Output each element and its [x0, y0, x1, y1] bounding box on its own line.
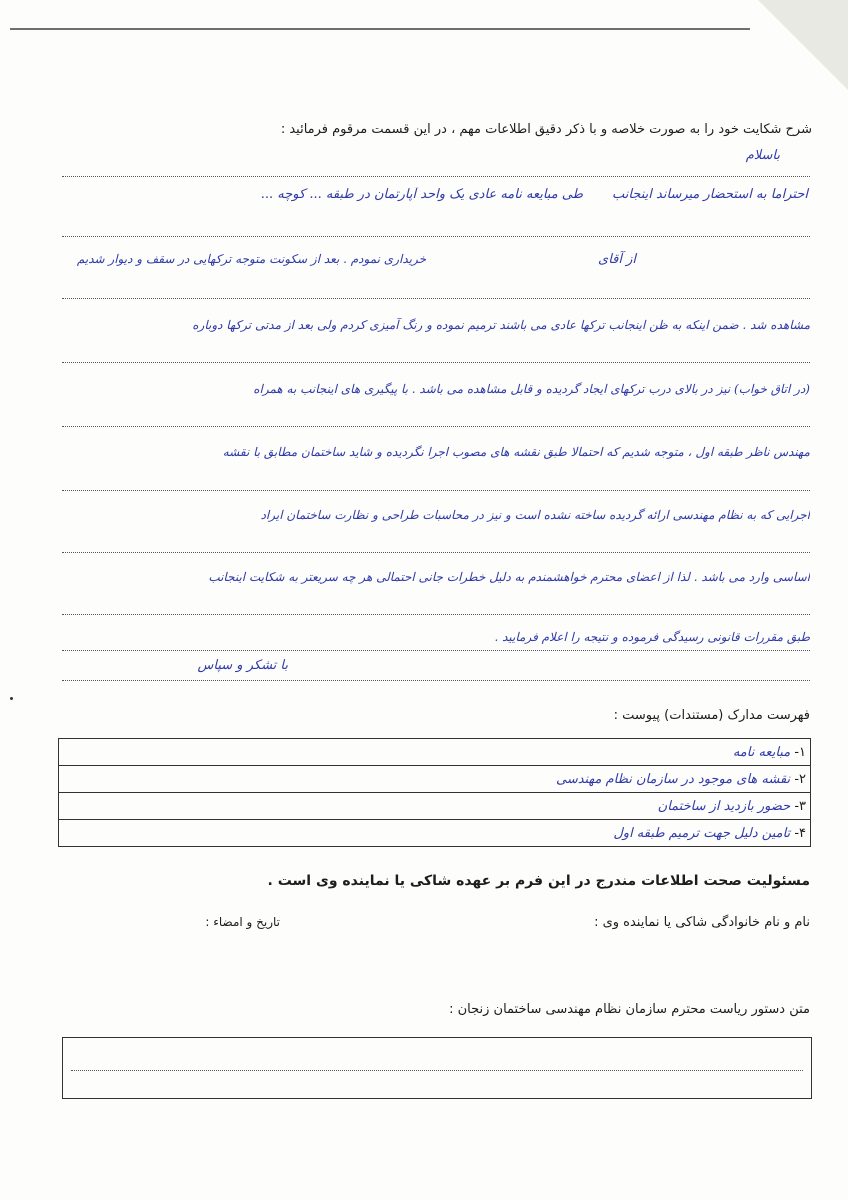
handwritten-line-8: طبق مقررات قانونی رسیدگی فرموده و نتیجه را اعلام فرمایید .	[494, 630, 810, 644]
document-number: ۳-	[794, 798, 806, 814]
document-number: ۲-	[794, 771, 806, 787]
table-row	[59, 793, 811, 820]
document-number: ۱-	[794, 744, 806, 760]
handwritten-line-1-right: احتراما به استحضار میرساند اینجانب	[612, 187, 808, 202]
dotted-writing-line	[62, 650, 810, 651]
dotted-writing-line	[62, 362, 810, 363]
margin-dot	[10, 697, 13, 700]
dotted-writing-line	[62, 298, 810, 299]
date-signature-label: تاریخ و امضاء :	[205, 915, 280, 929]
dotted-writing-line	[62, 552, 810, 553]
documents-table	[58, 738, 811, 847]
document-text: نقشه های موجود در سازمان نظام مهندسی	[556, 771, 791, 787]
handwritten-line-6: اجرایی که به نظام مهندسی ارائه گردیده ساخته نشده است و نیز در محاسبات طراحی و نظارت ساختمان ایراد	[260, 508, 810, 522]
dotted-writing-line	[62, 680, 810, 681]
handwritten-line-2-left: خریداری نمودم . بعد از سکونت متوجه ترکهایی در سقف و دیوار شدیم	[76, 252, 426, 266]
handwritten-line-7: اساسی وارد می باشد . لذا از اعضای محترم خواهشمندم به دلیل خطرات جانی احتمالی هر چه سریعتر به شکایت اینجانب	[208, 570, 810, 584]
table-row	[59, 820, 811, 847]
dotted-writing-line	[71, 1070, 803, 1071]
order-text-box	[62, 1037, 812, 1099]
handwritten-line-4: (در اتاق خواب) نیز در بالای درب ترکهای ایجاد گردیده و قابل مشاهده می باشد . با پیگیری های اینجانب به همراه	[253, 382, 810, 396]
dotted-writing-line	[62, 176, 810, 177]
handwritten-line-3: مشاهده شد . ضمن اینکه به ظن اینجانب ترکها عادی می باشند ترمیم نموده و رنگ آمیزی کردم ولی بعد از مدتی ترکها دوباره	[192, 318, 810, 332]
table-row	[59, 739, 811, 766]
document-number: ۴-	[794, 825, 806, 841]
document-cell	[59, 793, 811, 820]
document-text: حضور بازدید از ساختمان	[657, 798, 791, 814]
dotted-writing-line	[62, 614, 810, 615]
handwritten-line-2-right: از آقای	[598, 252, 636, 267]
dotted-writing-line	[62, 236, 810, 237]
handwritten-greeting: باسلام	[745, 148, 780, 163]
document-cell	[59, 766, 811, 793]
complainant-name-label: نام و نام خانوادگی شاکی یا نماینده وی :	[594, 915, 810, 930]
handwritten-line-5: مهندس ناظر طبقه اول ، متوجه شدیم که احتمالا طبق نقشه های مصوب اجرا نگردیده و شاید ساختمان مطابق با نقشه	[222, 445, 810, 459]
document-text: تامین دلیل جهت ترمیم طبقه اول	[613, 825, 791, 841]
handwritten-thanks: با تشکر و سپاس	[197, 658, 288, 673]
dotted-writing-line	[62, 490, 810, 491]
page-top-edge	[10, 28, 750, 30]
responsibility-note: مسئولیت صحت اطلاعات مندرج در این فرم بر عهده شاکی یا نماینده وی است .	[267, 873, 810, 889]
document-cell	[59, 739, 811, 766]
document-text: مبایعه نامه	[732, 744, 791, 760]
complaint-heading: شرح شکایت خود را به صورت خلاصه و با ذکر دقیق اطلاعات مهم ، در این قسمت مرقوم فرمائید :	[280, 122, 812, 137]
page-fold-corner	[758, 0, 848, 90]
dotted-writing-line	[62, 426, 810, 427]
document-cell	[59, 820, 811, 847]
handwritten-line-1-left: طی مبایعه نامه عادی یک واحد آپارتمان در طبقه ... کوچه ...	[260, 187, 583, 202]
order-heading: متن دستور ریاست محترم سازمان نظام مهندسی ساختمان زنجان :	[449, 1002, 810, 1017]
table-row	[59, 766, 811, 793]
documents-heading: فهرست مدارک (مستندات) پیوست :	[613, 708, 810, 723]
